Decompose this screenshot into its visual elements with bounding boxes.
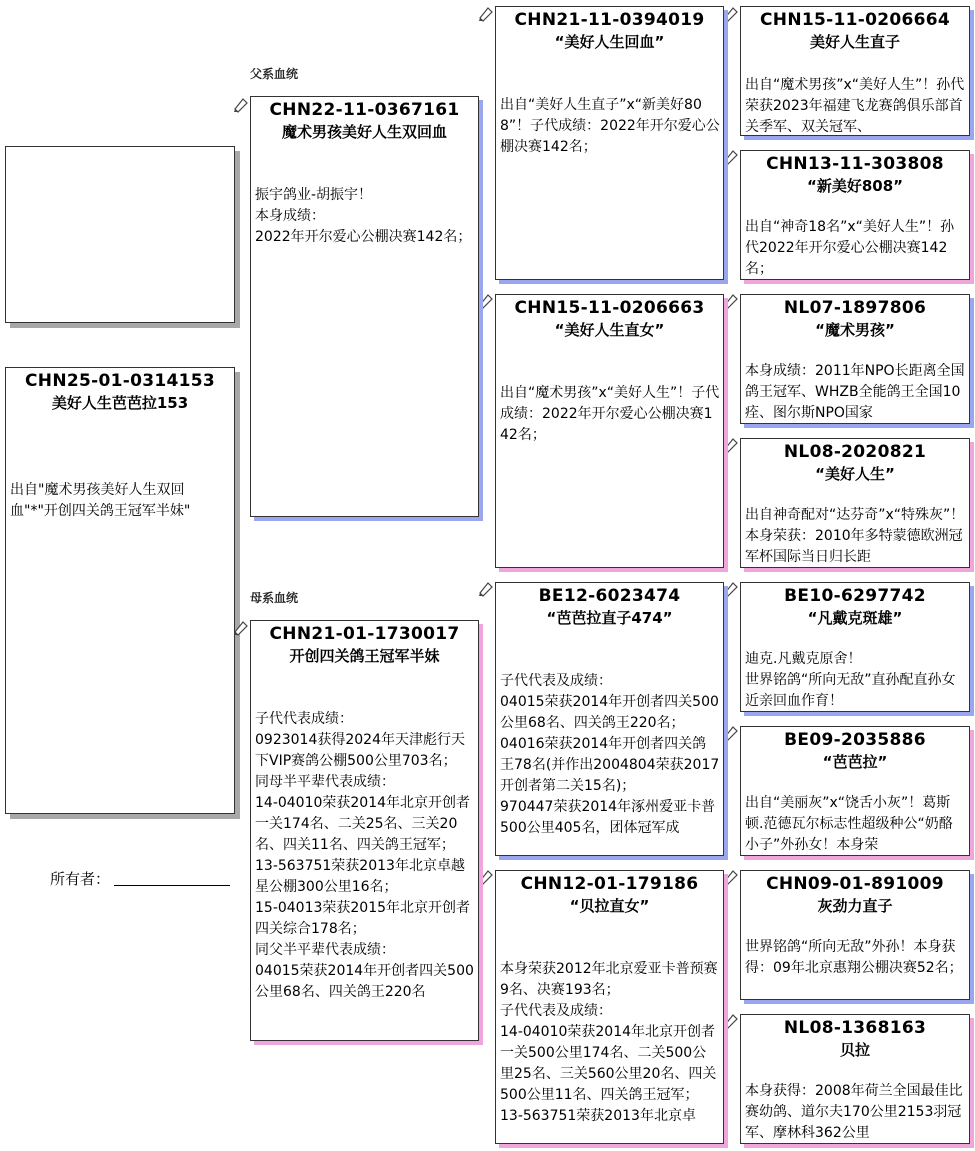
paternal-grandfather-card[interactable] bbox=[495, 6, 724, 280]
father-name: 魔术男孩美好人生双回血 bbox=[281, 123, 447, 141]
pencil-edit-icon[interactable] bbox=[723, 437, 739, 453]
fmf-ring-number: NL07-1897806 bbox=[783, 298, 927, 318]
mother-card[interactable] bbox=[250, 620, 479, 1041]
pencil-edit-icon[interactable] bbox=[478, 869, 494, 885]
mother-ring-number: CHN21-01-1730017 bbox=[269, 624, 460, 644]
great-grandparent-card-fmf[interactable] bbox=[740, 294, 970, 424]
pencil-edit-icon[interactable] bbox=[723, 725, 739, 741]
pencil-edit-icon[interactable] bbox=[233, 620, 249, 636]
maternal-grandmother-ring-number: CHN12-01-179186 bbox=[520, 874, 699, 894]
maternal-line-label: 母系血统 bbox=[250, 591, 299, 605]
photo-frame bbox=[5, 146, 235, 323]
subject-card[interactable] bbox=[5, 367, 235, 814]
mmf-name: 灰劲力直子 bbox=[817, 897, 893, 915]
pencil-edit-icon[interactable] bbox=[478, 6, 494, 22]
mfm-name: “芭芭拉” bbox=[822, 753, 888, 771]
mfm-description: 出自“美丽灰”x“饶舌小灰”！葛斯顿.范德瓦尔标志性超级种公“奶酪小子”外孙女！本身荣 bbox=[745, 795, 953, 853]
paternal-grandmother-ring-number: CHN15-11-0206663 bbox=[514, 298, 705, 318]
fmm-ring-number: NL08-2020821 bbox=[783, 442, 927, 462]
owner-label: 所有者： bbox=[50, 870, 111, 888]
mother-description: 子代代表成绩： 0923014获得2024年天津彪行天下VIP赛鸽公棚500公里703名； 同母半平辈代表成绩： 14-04010荣获2014年北京开创者一关174名、二关25名、三关20名、四关11名、四关鸽王冠军； 13-563751荣获2013年北京卓越星公棚300公里16名； 15-04013荣获2015年北京开创者四关综合178名； 同父半平辈代表成绩： 04015荣获2014年开创者四关500公里68名、四关鸽王220名 bbox=[255, 711, 474, 1000]
maternal-grandfather-ring-number: BE12-6023474 bbox=[538, 586, 681, 606]
maternal-grandfather-name: “芭芭拉直子474” bbox=[546, 609, 673, 627]
pencil-edit-icon[interactable] bbox=[723, 149, 739, 165]
great-grandparent-card-mmm[interactable] bbox=[740, 1014, 970, 1144]
pencil-edit-icon[interactable] bbox=[233, 97, 249, 113]
mmf-description: 世界铭鸽“所向无敌”外孙！本身获得：09年北京惠翔公棚决赛52名； bbox=[745, 939, 963, 976]
fff-description: 出自“魔术男孩”x“美好人生”！孙代荣获2023年福建飞龙赛鸽俱乐部首关季军、双关冠军、 bbox=[745, 77, 965, 135]
fff-ring-number: CHN15-11-0206664 bbox=[760, 10, 950, 30]
subject-name: 美好人生芭芭拉153 bbox=[51, 394, 189, 412]
fmm-name: “美好人生” bbox=[815, 465, 895, 483]
mmm-name: 贝拉 bbox=[839, 1041, 870, 1059]
pencil-edit-icon[interactable] bbox=[478, 293, 494, 309]
fmm-description: 出自神奇配对“达芬奇”x“特殊灰”！本身荣获：2010年多特蒙德欧洲冠军杯国际当日归长距 bbox=[745, 507, 965, 565]
pencil-edit-icon[interactable] bbox=[723, 6, 739, 22]
great-grandparent-card-ffm[interactable] bbox=[740, 150, 970, 280]
paternal-grandfather-ring-number: CHN21-11-0394019 bbox=[514, 10, 705, 30]
mmm-description: 本身获得：2008年荷兰全国最佳比赛幼鸽、道尔夫170公里2153羽冠军、摩林科362公里 bbox=[745, 1083, 963, 1141]
paternal-grandmother-name: “美好人生直女” bbox=[554, 321, 665, 339]
fff-name: 美好人生直子 bbox=[809, 33, 900, 51]
fmf-name: “魔术男孩” bbox=[815, 321, 895, 339]
mff-ring-number: BE10-6297742 bbox=[784, 586, 926, 606]
great-grandparent-card-mff[interactable] bbox=[740, 582, 970, 712]
ffm-ring-number: CHN13-11-303808 bbox=[766, 154, 944, 174]
pencil-edit-icon[interactable] bbox=[723, 1013, 739, 1029]
maternal-grandmother-card[interactable] bbox=[495, 870, 724, 1144]
paternal-grandfather-description: 出自“美好人生直子”x“新美好808”！子代成绩：2022年开尔爱心公棚决赛142名； bbox=[500, 97, 720, 155]
maternal-grandmother-description: 本身荣获2012年北京爱亚卡普预赛9名、决赛193名； 子代代表及成绩： 14-04010荣获2014年北京开创者一关500公里174名、二关500公里25名、三关560公里20名、四关500公里11名、四关鸽王冠军； 13-563751荣获2013年北京卓 bbox=[500, 961, 718, 1124]
pencil-edit-icon[interactable] bbox=[723, 293, 739, 309]
paternal-grandmother-card[interactable] bbox=[495, 294, 724, 568]
mff-name: “凡戴克斑雄” bbox=[807, 609, 903, 627]
great-grandparent-card-mfm[interactable] bbox=[740, 726, 970, 856]
paternal-line-label: 父系血统 bbox=[250, 67, 299, 81]
maternal-grandmother-name: “贝拉直女” bbox=[569, 897, 650, 915]
great-grandparent-card-fmm[interactable] bbox=[740, 438, 970, 568]
father-description: 振宇鸽业-胡振宇！ 本身成绩： 2022年开尔爱心公棚决赛142名； bbox=[255, 187, 472, 245]
fmf-description: 本身成绩：2011年NPO长距离全国鸽王冠军、WHZB全能鸽王全国10痊、图尔斯NPO国家 bbox=[745, 363, 965, 421]
father-card[interactable] bbox=[250, 96, 479, 517]
ffm-name: “新美好808” bbox=[806, 177, 904, 195]
pencil-edit-icon[interactable] bbox=[723, 581, 739, 597]
subject-ring-number: CHN25-01-0314153 bbox=[25, 371, 215, 391]
pencil-edit-icon[interactable] bbox=[478, 581, 494, 597]
subject-description: 出自"魔术男孩美好人生双回血"*"开创四关鸽王冠军半妹" bbox=[10, 482, 191, 519]
mother-name: 开创四关鸽王冠军半妹 bbox=[289, 647, 440, 665]
mmm-ring-number: NL08-1368163 bbox=[783, 1018, 927, 1038]
mfm-ring-number: BE09-2035886 bbox=[784, 730, 926, 750]
paternal-grandmother-description: 出自“魔术男孩”x“美好人生”！子代成绩：2022年开尔爱心公棚决赛142名； bbox=[500, 385, 720, 443]
maternal-grandfather-description: 子代代表及成绩： 04015荣获2014年开创者四关500公里68名、四关鸽王220名； 04016荣获2014年开创者四关鸽王78名(并作出2004804荣获2017开创者第二关15名)； 970447荣获2014年涿州爱亚卡普500公里405名，团体冠军成 bbox=[500, 673, 720, 836]
mff-description: 迪克.凡戴克原舍！ 世界铭鸽“所向无敌”直孙配直孙女近亲回血作育！ bbox=[745, 651, 956, 709]
great-grandparent-card-fff[interactable] bbox=[740, 6, 970, 136]
owner-signature-line bbox=[114, 885, 230, 886]
ffm-description: 出自“神奇18名”x“美好人生”！孙代2022年开尔爱心公棚决赛142名； bbox=[745, 219, 955, 277]
pencil-edit-icon[interactable] bbox=[723, 869, 739, 885]
maternal-grandfather-card[interactable] bbox=[495, 582, 724, 856]
paternal-grandfather-name: “美好人生回血” bbox=[554, 33, 665, 51]
father-ring-number: CHN22-11-0367161 bbox=[269, 100, 460, 120]
mmf-ring-number: CHN09-01-891009 bbox=[766, 874, 944, 894]
great-grandparent-card-mmf[interactable] bbox=[740, 870, 970, 1000]
